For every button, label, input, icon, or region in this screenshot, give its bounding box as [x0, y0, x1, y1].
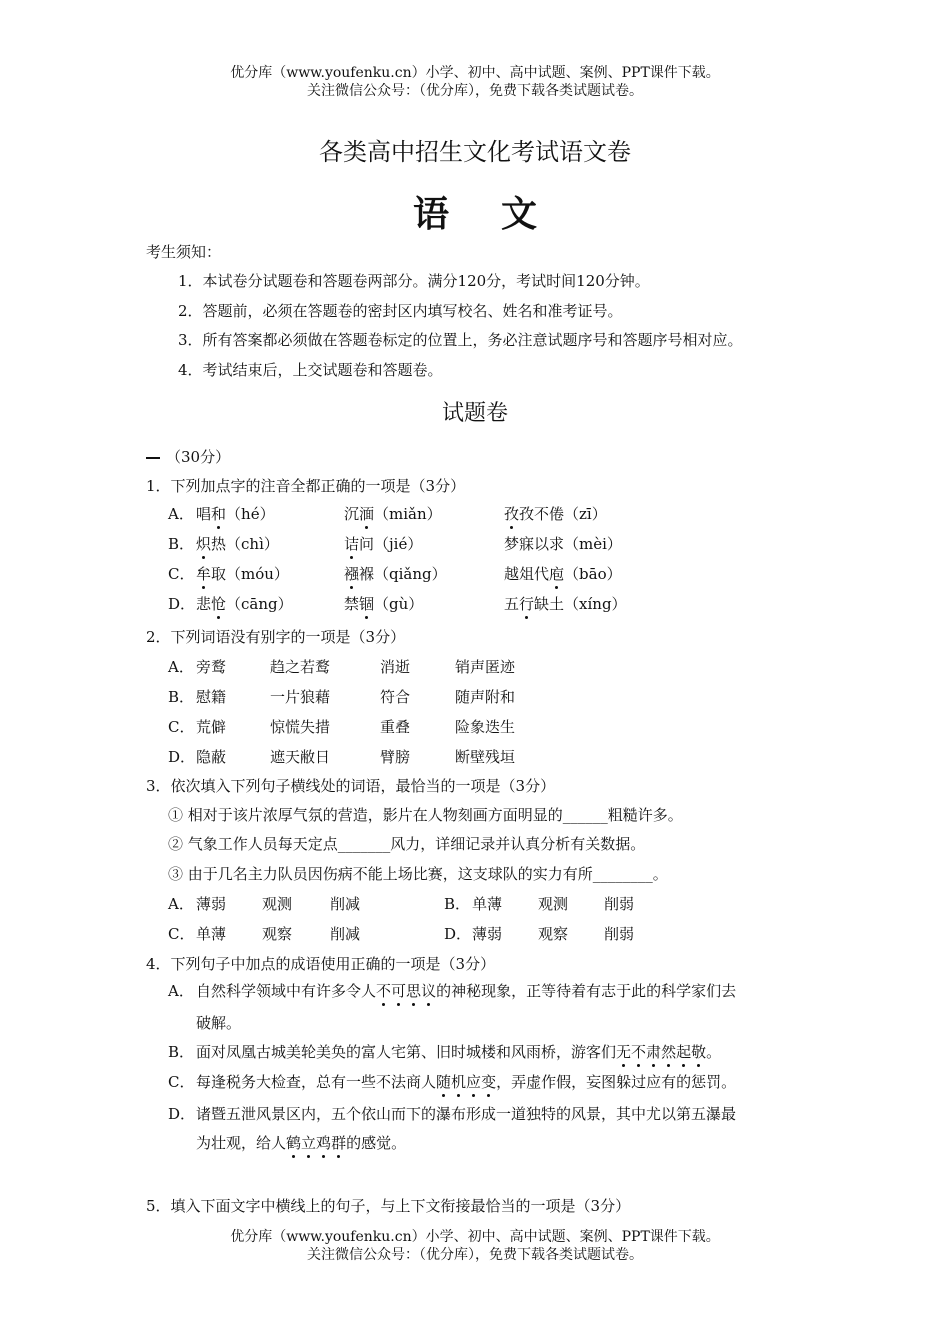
q4-b-dotted: [616, 1043, 706, 1061]
q3-option-a-word: 观测: [262, 895, 293, 913]
notice-item-2: 2．答题前，必须在答题卷的密封区内填写校名、姓名和准考证号。: [178, 302, 623, 320]
q3-option-b-word: 观测: [538, 895, 569, 913]
q1-option-a-word-2: [344, 504, 442, 524]
q2-option-a-word: 销声匿迹: [455, 658, 516, 676]
dotted-rest: （gù）: [374, 595, 424, 613]
q1-c1-rest: 取（móu）: [211, 565, 289, 583]
q2-option-a-word: 趋之若鹜: [270, 658, 331, 676]
q3-option-d-letter: D．: [444, 925, 472, 943]
q4-a-dotted: [376, 982, 436, 1000]
notice-item-3: 3．所有答案都必须做在答题卷标定的位置上，务必注意试题序号和答题序号相对应。: [178, 331, 743, 349]
q2-option-c-word: 重叠: [380, 718, 411, 736]
q3-stem: 3．依次填入下列句子横线处的词语，最恰当的一项是（3分）: [146, 777, 556, 795]
emphasis-dot-char: 和: [211, 505, 227, 523]
q1-d3-dotted: [519, 595, 627, 613]
emphasis-dot-char: 肃: [646, 1043, 662, 1061]
q3-option-c-word: 单薄: [196, 925, 227, 943]
emphasis-dot-char: 庖: [549, 565, 565, 583]
q1-c2-rest: 褓（qiǎng）: [359, 565, 447, 583]
q2-option-d-word: 隐蔽: [196, 748, 227, 766]
emphasis-dot-char: 锢: [359, 595, 375, 613]
q4-c-dotted: [436, 1073, 496, 1091]
q3-sentence-2: ② 气象工作人员每天定点_______风力，详细记录并认真分析有关数据。: [168, 835, 646, 853]
q4-d-post: 的感觉。: [346, 1134, 407, 1152]
q2-option-b-word: 随声附和: [455, 688, 516, 706]
q2-option-d-word: 遮天敝日: [270, 748, 331, 766]
q2-option-c-letter: C．: [168, 718, 195, 736]
q2-option-d-word: 臂膀: [380, 748, 411, 766]
q1-a1-dotted: [211, 505, 275, 523]
emphasis-dot-char: 可: [391, 982, 407, 1000]
q3-option-b-word: 削弱: [604, 895, 635, 913]
q2-option-a-word: 消逝: [380, 658, 411, 676]
emphasis-dot-char: 鹤: [286, 1134, 302, 1152]
q4-b-post: 。: [706, 1043, 722, 1061]
q3-option-c-word: 削减: [330, 925, 361, 943]
q4-option-b-text: [196, 1042, 721, 1062]
q4-option-b-letter: B．: [168, 1043, 195, 1061]
emphasis-dot-char: 起: [676, 1043, 692, 1061]
q3-option-d-word: 削弱: [604, 925, 635, 943]
emphasis-dot-char: 无: [616, 1043, 632, 1061]
subject-title: 语文: [412, 193, 589, 235]
q3-option-d-word: 观察: [538, 925, 569, 943]
q2-option-a-word: 旁鹜: [196, 658, 227, 676]
q1-a3-dotted: 孜: [504, 505, 520, 523]
emphasis-dot-char: 然: [661, 1043, 677, 1061]
q1-b3-text: 梦寐以求（mèi）: [504, 535, 622, 553]
q4-option-a-letter: A．: [168, 982, 194, 1000]
q4-option-d-continuation: [196, 1133, 406, 1153]
q1-a2-dotted: 湎: [359, 505, 375, 523]
emphasis-dot-char: 怆: [211, 595, 227, 613]
q4-d-dotted: [286, 1134, 346, 1152]
page-footer: [0, 1228, 950, 1264]
q1-option-d-word-3: [504, 594, 627, 614]
q4-c-pre: 每逢税务大检查，总有一些不法商人: [196, 1073, 437, 1091]
q2-option-b-word: 符合: [380, 688, 411, 706]
q4-a-pre: 自然科学领域中有许多令人: [196, 982, 377, 1000]
q4-option-a-text: [196, 981, 736, 1001]
q2-option-c-word: 险象迭生: [455, 718, 516, 736]
q4-option-c-text: [196, 1072, 736, 1092]
notice-item-4: 4．考试结束后，上交试题卷和答题卷。: [178, 361, 443, 379]
q2-option-b-word: 一片狼藉: [270, 688, 331, 706]
q3-option-a-letter: A．: [168, 895, 194, 913]
q3-option-b-word: 单薄: [472, 895, 503, 913]
emphasis-dot-char: 行: [519, 595, 535, 613]
q2-option-d-word: 断壁残垣: [455, 748, 516, 766]
q3-option-d-word: 薄弱: [472, 925, 503, 943]
emphasis-dot-char: 不: [631, 1043, 647, 1061]
q4-option-d-letter: D．: [168, 1105, 196, 1123]
q4-a-post: 的神秘现象，正等待着有志于此的科学家们去: [436, 982, 737, 1000]
q3-option-b-letter: B．: [444, 895, 471, 913]
footer-line-2: 关注微信公众号：（优分库），免费下载各类试题试卷。: [307, 1247, 643, 1263]
q2-option-b-word: 慰籍: [196, 688, 227, 706]
footer-line-1: 优分库（www.youfenku.cn）小学、初中、高中试题、案例、PPT课件下载。: [230, 1229, 720, 1245]
q1-option-c-word-2: [344, 564, 447, 584]
q2-option-a-letter: A．: [168, 658, 194, 676]
dotted-rest: （hé）: [226, 505, 275, 523]
q1-a2-char: 沉: [344, 505, 360, 523]
q3-option-a-word: 削减: [330, 895, 361, 913]
q1-option-d-word-1: [196, 594, 293, 614]
q1-option-a-letter: A．: [168, 505, 194, 523]
q1-d1-dotted: [211, 595, 293, 613]
emphasis-dot-char: 思: [406, 982, 422, 1000]
part-heading: [146, 447, 230, 467]
q1-option-c-word-1: [196, 564, 289, 584]
emphasis-dot-char: 变: [481, 1073, 497, 1091]
part-label-dash: [146, 457, 160, 459]
q1-b2-dotted: 诘: [344, 535, 360, 553]
emphasis-dot-char: 不: [376, 982, 392, 1000]
notice-heading: 考生须知：: [146, 243, 222, 261]
header-line-1: 优分库（www.youfenku.cn）小学、初中、高中试题、案例、PPT课件下载。: [230, 65, 720, 81]
q1-c3-pre: 越俎代: [504, 565, 550, 583]
page-header: [0, 64, 950, 100]
q1-option-b-word-3: [504, 534, 622, 554]
q4-b-pre: 面对凤凰古城美轮美奂的富人宅第、旧时城楼和风雨桥，游客们: [196, 1043, 617, 1061]
q1-d2-char: 禁: [344, 595, 360, 613]
paper-title: 试题卷: [441, 401, 508, 426]
q1-stem: 1．下列加点字的注音全都正确的一项是（3分）: [146, 477, 466, 495]
q2-option-c-word: 荒僻: [196, 718, 227, 736]
emphasis-dot-char: 立: [301, 1134, 317, 1152]
emphasis-dot-char: 机: [451, 1073, 467, 1091]
q1-d3-char: 五: [504, 595, 520, 613]
q1-option-b-word-1: [196, 534, 279, 554]
q2-option-c-word: 惊慌失措: [270, 718, 331, 736]
q4-c-post: ，弄虚作假，妄图躲过应有的惩罚。: [496, 1073, 737, 1091]
dotted-rest: （cāng）: [226, 595, 293, 613]
emphasis-dot-char: 敬: [691, 1043, 707, 1061]
q3-option-c-word: 观察: [262, 925, 293, 943]
q1-d2-dotted: [359, 595, 423, 613]
q1-option-a-word-1: [196, 504, 275, 524]
q1-b1-dotted: 炽: [196, 535, 212, 553]
q5-stem: 5．填入下面文字中横线上的句子，与上下文衔接最恰当的一项是（3分）: [146, 1197, 631, 1215]
q4-stem: 4．下列句子中加点的成语使用正确的一项是（3分）: [146, 955, 496, 973]
q1-a1-char: 唱: [196, 505, 212, 523]
q4-option-a-continuation: 破解。: [196, 1014, 242, 1032]
q1-option-b-word-2: [344, 534, 422, 554]
q1-option-c-letter: C．: [168, 565, 195, 583]
q4-d-pre: 为壮观，给人: [196, 1134, 287, 1152]
q1-a2-pinyin: （miǎn）: [374, 505, 442, 523]
q1-option-a-word-3: [504, 504, 607, 524]
q1-b2-rest: 问（jié）: [359, 535, 423, 553]
q4-option-d-text: 诸暨五泄风景区内，五个依山而下的瀑布形成一道独特的风景，其中尤以第五瀑最: [196, 1105, 737, 1123]
q3-sentence-3: ③ 由于几名主力队员因伤病不能上场比赛，这支球队的实力有所________。: [168, 865, 668, 883]
q1-c1-dotted: 牟: [196, 565, 212, 583]
emphasis-dot-char: 鸡: [316, 1134, 332, 1152]
q4-option-c-letter: C．: [168, 1073, 195, 1091]
part-score: （30分）: [166, 448, 231, 466]
q2-stem: 2．下列词语没有别字的一项是（3分）: [146, 628, 406, 646]
dotted-rest: 缺土（xíng）: [534, 595, 627, 613]
q3-option-a-word: 薄弱: [196, 895, 227, 913]
q1-option-d-letter: D．: [168, 595, 196, 613]
q2-option-d-letter: D．: [168, 748, 196, 766]
notice-item-1: 1．本试卷分试题卷和答题卷两部分。满分120分，考试时间120分钟。: [178, 272, 650, 290]
exam-title: 各类高中招生文化考试语文卷: [319, 138, 631, 166]
header-line-2: 关注微信公众号：（优分库），免费下载各类试题试卷。: [307, 83, 643, 99]
q1-d1-char: 悲: [196, 595, 212, 613]
q1-a3-rest: 孜不倦（zī）: [519, 505, 607, 523]
q1-c2-dotted: 襁: [344, 565, 360, 583]
q2-option-b-letter: B．: [168, 688, 195, 706]
emphasis-dot-char: 群: [331, 1134, 347, 1152]
q3-option-c-letter: C．: [168, 925, 195, 943]
emphasis-dot-char: 随: [436, 1073, 452, 1091]
emphasis-dot-char: 议: [421, 982, 437, 1000]
q1-c3-dotted: [549, 565, 622, 583]
q1-option-b-letter: B．: [168, 535, 195, 553]
emphasis-dot-char: 应: [466, 1073, 482, 1091]
q3-sentence-1: ① 相对于该片浓厚气氛的营造，影片在人物刻画方面明显的______粗糙许多。: [168, 806, 683, 824]
dotted-rest: （bāo）: [564, 565, 622, 583]
q1-option-d-word-2: [344, 594, 423, 614]
q1-b1-rest: 热（chì）: [211, 535, 279, 553]
q1-option-c-word-3: [504, 564, 622, 584]
